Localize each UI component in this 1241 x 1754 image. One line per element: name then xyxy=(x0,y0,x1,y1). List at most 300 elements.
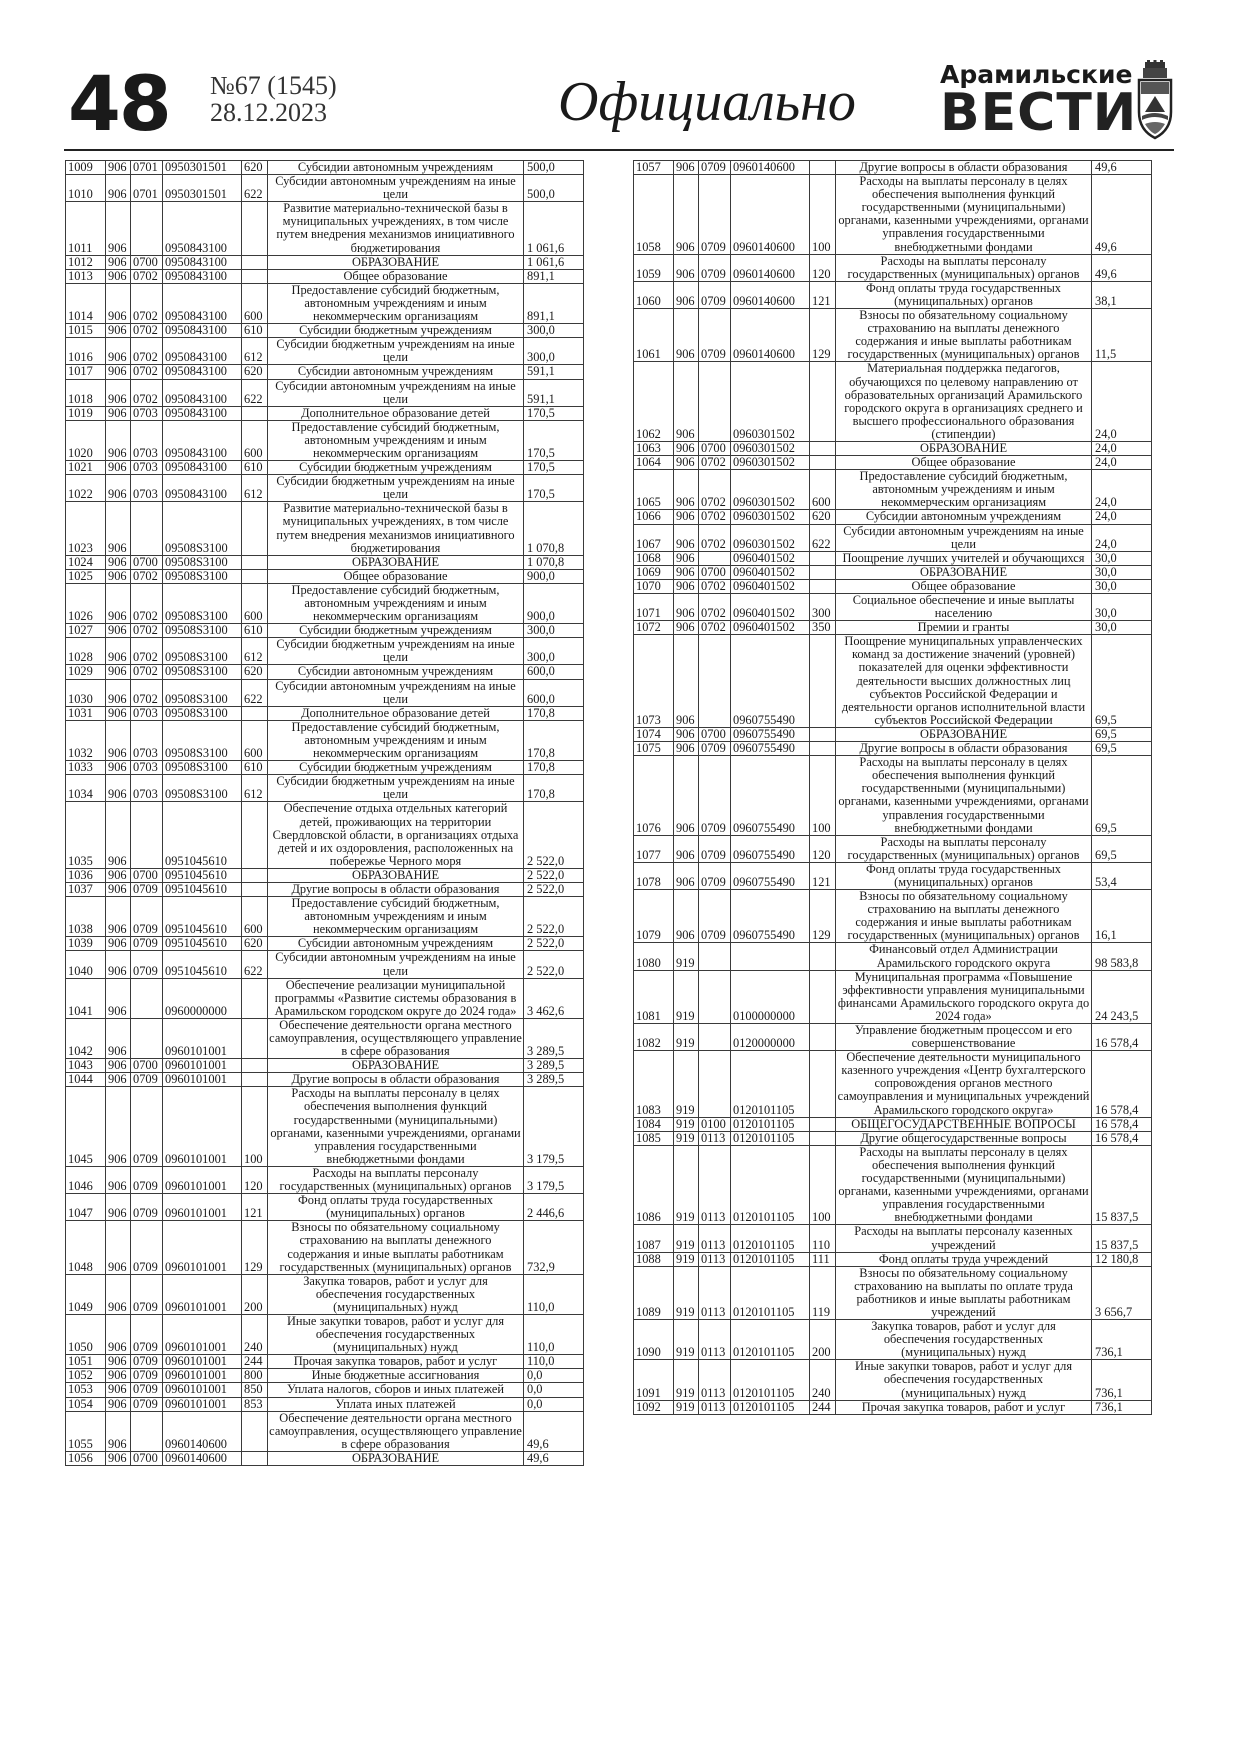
table-row xyxy=(66,761,584,775)
row-number-cell: 1049 xyxy=(66,1274,106,1314)
expense-type-code-cell xyxy=(242,255,268,269)
ministry-code-cell: 906 xyxy=(674,890,699,943)
table-row xyxy=(634,742,1152,756)
section-code-cell: 0700 xyxy=(131,1059,163,1073)
amount-cell: 170,5 xyxy=(524,475,584,502)
amount-cell: 736,1 xyxy=(1092,1320,1152,1360)
row-number-cell: 1060 xyxy=(634,281,674,308)
row-number-cell: 1029 xyxy=(66,665,106,679)
item-name-cell: Другие вопросы в области образования xyxy=(268,1073,524,1087)
target-article-code-cell: 0960140600 xyxy=(163,1451,242,1465)
row-number-cell: 1071 xyxy=(634,594,674,621)
section-code-cell xyxy=(699,635,731,728)
table-row xyxy=(66,502,584,555)
table-row xyxy=(66,475,584,502)
section-code-cell: 0709 xyxy=(131,1383,163,1397)
ministry-code-cell: 906 xyxy=(106,1369,131,1383)
expense-type-code-cell: 600 xyxy=(242,283,268,323)
item-name-cell: Премии и гранты xyxy=(836,621,1092,635)
item-name-cell: Расходы на выплаты персоналу государственных (муниципальных) органов xyxy=(268,1166,524,1193)
section-code-cell: 0709 xyxy=(131,882,163,896)
section-code-cell: 0703 xyxy=(131,406,163,420)
table-row xyxy=(634,635,1152,728)
table-row xyxy=(66,1194,584,1221)
expense-type-code-cell: 600 xyxy=(242,897,268,937)
section-code-cell: 0702 xyxy=(131,283,163,323)
row-number-cell: 1044 xyxy=(66,1073,106,1087)
row-number-cell: 1047 xyxy=(66,1194,106,1221)
row-number-cell: 1015 xyxy=(66,324,106,338)
table-row xyxy=(66,1397,584,1411)
row-number-cell: 1030 xyxy=(66,679,106,706)
row-number-cell: 1043 xyxy=(66,1059,106,1073)
table-row xyxy=(66,175,584,202)
amount-cell: 900,0 xyxy=(524,569,584,583)
target-article-code-cell: 0120101105 xyxy=(731,1320,810,1360)
target-article-code-cell: 09508S3100 xyxy=(163,775,242,802)
issue-number: №67 (1545) xyxy=(210,71,337,100)
item-name-cell: Социальное обеспечение и иные выплаты населению xyxy=(836,594,1092,621)
row-number-cell: 1048 xyxy=(66,1221,106,1274)
expense-type-code-cell xyxy=(242,1451,268,1465)
amount-cell: 49,6 xyxy=(524,1411,584,1451)
amount-cell: 15 837,5 xyxy=(1092,1225,1152,1252)
target-article-code-cell: 0960755490 xyxy=(731,862,810,889)
expense-type-code-cell: 200 xyxy=(810,1320,836,1360)
item-name-cell: Управление бюджетным процессом и его совершенствование xyxy=(836,1024,1092,1051)
row-number-cell: 1078 xyxy=(634,862,674,889)
item-name-cell: Общее образование xyxy=(268,269,524,283)
table-row xyxy=(66,720,584,760)
item-name-cell: Субсидии автономным учреждениям на иные цели xyxy=(836,524,1092,551)
section-code-cell: 0702 xyxy=(131,679,163,706)
row-number-cell: 1031 xyxy=(66,706,106,720)
target-article-code-cell: 0100000000 xyxy=(731,970,810,1023)
row-number-cell: 1081 xyxy=(634,970,674,1023)
table-row xyxy=(634,175,1152,255)
section-code-cell: 0702 xyxy=(131,583,163,623)
expense-type-code-cell xyxy=(810,441,836,455)
target-article-code-cell: 0960101001 xyxy=(163,1314,242,1354)
section-code-cell: 0703 xyxy=(131,720,163,760)
row-number-cell: 1024 xyxy=(66,555,106,569)
expense-type-code-cell xyxy=(242,569,268,583)
expense-type-code-cell xyxy=(810,1024,836,1051)
amount-cell: 69,5 xyxy=(1092,835,1152,862)
table-row xyxy=(634,727,1152,741)
item-name-cell: Субсидии автономным учреждениям xyxy=(268,365,524,379)
issue-info xyxy=(210,72,337,126)
item-name-cell: Взносы по обязательному социальному страхованию на выплаты денежного содержания и иные выплаты работникам государственных (муниципальных) органов xyxy=(836,890,1092,943)
target-article-code-cell: 0960401502 xyxy=(731,579,810,593)
item-name-cell: Субсидии бюджетным учреждениям xyxy=(268,324,524,338)
expense-type-code-cell: 620 xyxy=(242,365,268,379)
expense-type-code-cell: 120 xyxy=(810,835,836,862)
amount-cell: 69,5 xyxy=(1092,727,1152,741)
row-number-cell: 1080 xyxy=(634,943,674,970)
brand-name-main: ВЕСТИ xyxy=(940,83,1138,143)
amount-cell: 11,5 xyxy=(1092,309,1152,362)
expense-type-code-cell: 129 xyxy=(810,309,836,362)
expense-type-code-cell: 610 xyxy=(242,324,268,338)
ministry-code-cell: 906 xyxy=(106,569,131,583)
expense-type-code-cell: 100 xyxy=(242,1087,268,1167)
ministry-code-cell: 919 xyxy=(674,1400,699,1414)
section-code-cell: 0702 xyxy=(699,594,731,621)
expense-type-code-cell xyxy=(810,1131,836,1145)
row-number-cell: 1020 xyxy=(66,420,106,460)
row-number-cell: 1019 xyxy=(66,406,106,420)
amount-cell: 170,8 xyxy=(524,720,584,760)
table-row xyxy=(66,365,584,379)
expense-type-code-cell: 620 xyxy=(242,665,268,679)
table-row xyxy=(634,161,1152,175)
target-article-code-cell: 0950843100 xyxy=(163,269,242,283)
table-row xyxy=(634,1360,1152,1400)
target-article-code-cell: 0960140600 xyxy=(731,254,810,281)
budget-table-right xyxy=(633,160,1152,1415)
table-row xyxy=(66,420,584,460)
item-name-cell: Расходы на выплаты персоналу в целях обеспечения выполнения функций государственными (муниципальными) органами, казенными учреждениями, органами управления государственными внебюджетными фондами xyxy=(836,175,1092,255)
target-article-code-cell: 09508S3100 xyxy=(163,679,242,706)
item-name-cell: ОБРАЗОВАНИЕ xyxy=(836,565,1092,579)
row-number-cell: 1028 xyxy=(66,638,106,665)
ministry-code-cell: 906 xyxy=(106,978,131,1018)
amount-cell: 3 179,5 xyxy=(524,1087,584,1167)
item-name-cell: Субсидии бюджетным учреждениям xyxy=(268,761,524,775)
row-number-cell: 1027 xyxy=(66,624,106,638)
item-name-cell: Субсидии бюджетным учреждениям xyxy=(268,624,524,638)
section-code-cell: 0702 xyxy=(699,621,731,635)
item-name-cell: Субсидии автономным учреждениям на иные цели xyxy=(268,951,524,978)
table-row xyxy=(66,202,584,255)
target-article-code-cell: 0950843100 xyxy=(163,365,242,379)
ministry-code-cell: 906 xyxy=(674,551,699,565)
ministry-code-cell: 906 xyxy=(674,510,699,524)
item-name-cell: Закупка товаров, работ и услуг для обеспечения государственных (муниципальных) нужд xyxy=(836,1320,1092,1360)
row-number-cell: 1040 xyxy=(66,951,106,978)
amount-cell: 30,0 xyxy=(1092,551,1152,565)
row-number-cell: 1066 xyxy=(634,510,674,524)
target-article-code-cell: 0960101001 xyxy=(163,1194,242,1221)
item-name-cell: Муниципальная программа «Повышение эффективности управления муниципальными финансами Арамильского городского округа до 2024 года» xyxy=(836,970,1092,1023)
target-article-code-cell: 0951045610 xyxy=(163,882,242,896)
row-number-cell: 1009 xyxy=(66,161,106,175)
section-code-cell: 0702 xyxy=(131,324,163,338)
row-number-cell: 1087 xyxy=(634,1225,674,1252)
amount-cell: 1 061,6 xyxy=(524,255,584,269)
item-name-cell: Общее образование xyxy=(836,456,1092,470)
item-name-cell: Закупка товаров, работ и услуг для обеспечения государственных (муниципальных) нужд xyxy=(268,1274,524,1314)
item-name-cell: ОБРАЗОВАНИЕ xyxy=(268,255,524,269)
row-number-cell: 1010 xyxy=(66,175,106,202)
ministry-code-cell: 906 xyxy=(106,1059,131,1073)
section-code-cell: 0709 xyxy=(131,1221,163,1274)
table-row xyxy=(634,565,1152,579)
expense-type-code-cell: 610 xyxy=(242,624,268,638)
expense-type-code-cell: 600 xyxy=(810,470,836,510)
ministry-code-cell: 906 xyxy=(106,255,131,269)
row-number-cell: 1026 xyxy=(66,583,106,623)
target-article-code-cell: 0951045610 xyxy=(163,802,242,868)
ministry-code-cell: 919 xyxy=(674,1024,699,1051)
table-row xyxy=(634,362,1152,442)
section-code-cell xyxy=(699,362,731,442)
target-article-code-cell: 0960301502 xyxy=(731,456,810,470)
target-article-code-cell: 0960755490 xyxy=(731,835,810,862)
target-article-code-cell: 0960301502 xyxy=(731,470,810,510)
section-code-cell: 0709 xyxy=(699,254,731,281)
table-row xyxy=(634,594,1152,621)
target-article-code-cell: 0950843100 xyxy=(163,379,242,406)
expense-type-code-cell: 129 xyxy=(242,1221,268,1274)
row-number-cell: 1091 xyxy=(634,1360,674,1400)
item-name-cell: Прочая закупка товаров, работ и услуг xyxy=(268,1355,524,1369)
section-code-cell: 0701 xyxy=(131,175,163,202)
section-code-cell: 0113 xyxy=(699,1320,731,1360)
ministry-code-cell: 906 xyxy=(106,365,131,379)
ministry-code-cell: 906 xyxy=(106,1314,131,1354)
row-number-cell: 1025 xyxy=(66,569,106,583)
ministry-code-cell: 906 xyxy=(674,579,699,593)
expense-type-code-cell xyxy=(810,635,836,728)
amount-cell: 736,1 xyxy=(1092,1360,1152,1400)
row-number-cell: 1077 xyxy=(634,835,674,862)
section-code-cell: 0700 xyxy=(131,555,163,569)
table-row xyxy=(634,1320,1152,1360)
ministry-code-cell: 906 xyxy=(106,665,131,679)
target-article-code-cell: 0950843100 xyxy=(163,475,242,502)
ministry-code-cell: 906 xyxy=(674,835,699,862)
table-row xyxy=(634,890,1152,943)
ministry-code-cell: 919 xyxy=(674,1131,699,1145)
item-name-cell: Субсидии автономным учреждениям xyxy=(836,510,1092,524)
ministry-code-cell: 906 xyxy=(674,441,699,455)
table-row xyxy=(66,624,584,638)
item-name-cell: Иные бюджетные ассигнования xyxy=(268,1369,524,1383)
amount-cell: 2 522,0 xyxy=(524,897,584,937)
section-code-cell: 0703 xyxy=(131,706,163,720)
section-code-cell: 0709 xyxy=(699,835,731,862)
row-number-cell: 1021 xyxy=(66,461,106,475)
table-row xyxy=(66,1411,584,1451)
table-row xyxy=(634,756,1152,836)
item-name-cell: Дополнительное образование детей xyxy=(268,406,524,420)
amount-cell: 49,6 xyxy=(1092,161,1152,175)
expense-type-code-cell xyxy=(242,868,268,882)
ministry-code-cell: 906 xyxy=(106,161,131,175)
expense-type-code-cell: 240 xyxy=(242,1314,268,1354)
ministry-code-cell: 919 xyxy=(674,1252,699,1266)
row-number-cell: 1072 xyxy=(634,621,674,635)
row-number-cell: 1090 xyxy=(634,1320,674,1360)
table-row xyxy=(634,579,1152,593)
row-number-cell: 1053 xyxy=(66,1383,106,1397)
table-row xyxy=(66,1369,584,1383)
target-article-code-cell: 0960101001 xyxy=(163,1397,242,1411)
expense-type-code-cell xyxy=(810,1051,836,1117)
row-number-cell: 1082 xyxy=(634,1024,674,1051)
amount-cell: 15 837,5 xyxy=(1092,1145,1152,1225)
item-name-cell: Развитие материально-технической базы в муниципальных учреждениях, в том числе путем внедрения механизмов инициативного бюджетирования xyxy=(268,502,524,555)
target-article-code-cell: 09508S3100 xyxy=(163,761,242,775)
row-number-cell: 1063 xyxy=(634,441,674,455)
target-article-code-cell: 09508S3100 xyxy=(163,569,242,583)
item-name-cell: Фонд оплаты труда учреждений xyxy=(836,1252,1092,1266)
table-row xyxy=(66,324,584,338)
expense-type-code-cell: 850 xyxy=(242,1383,268,1397)
target-article-code-cell: 0960401502 xyxy=(731,621,810,635)
amount-cell: 600,0 xyxy=(524,665,584,679)
item-name-cell: Субсидии автономным учреждениям на иные цели xyxy=(268,379,524,406)
row-number-cell: 1035 xyxy=(66,802,106,868)
item-name-cell: Уплата налогов, сборов и иных платежей xyxy=(268,1383,524,1397)
section-code-cell xyxy=(699,1024,731,1051)
target-article-code-cell: 0950301501 xyxy=(163,161,242,175)
amount-cell: 49,6 xyxy=(1092,254,1152,281)
ministry-code-cell: 906 xyxy=(106,1087,131,1167)
ministry-code-cell: 906 xyxy=(106,406,131,420)
amount-cell: 1 061,6 xyxy=(524,202,584,255)
amount-cell: 24,0 xyxy=(1092,362,1152,442)
section-code-cell: 0113 xyxy=(699,1225,731,1252)
expense-type-code-cell xyxy=(242,502,268,555)
row-number-cell: 1022 xyxy=(66,475,106,502)
amount-cell: 16 578,4 xyxy=(1092,1117,1152,1131)
table-row xyxy=(634,1252,1152,1266)
ministry-code-cell: 906 xyxy=(674,161,699,175)
target-article-code-cell: 0960755490 xyxy=(731,756,810,836)
ministry-code-cell: 906 xyxy=(106,1397,131,1411)
table-row xyxy=(634,621,1152,635)
table-row xyxy=(66,555,584,569)
item-name-cell: Другие вопросы в области образования xyxy=(268,882,524,896)
ministry-code-cell: 906 xyxy=(106,638,131,665)
expense-type-code-cell: 600 xyxy=(242,583,268,623)
target-article-code-cell: 0960101001 xyxy=(163,1166,242,1193)
target-article-code-cell: 0960101001 xyxy=(163,1221,242,1274)
ministry-code-cell: 906 xyxy=(106,269,131,283)
ministry-code-cell: 906 xyxy=(674,742,699,756)
section-code-cell: 0700 xyxy=(699,441,731,455)
target-article-code-cell: 09508S3100 xyxy=(163,706,242,720)
section-code-cell: 0113 xyxy=(699,1131,731,1145)
item-name-cell: Другие вопросы в области образования xyxy=(836,161,1092,175)
section-code-cell: 0703 xyxy=(131,775,163,802)
section-code-cell: 0703 xyxy=(131,461,163,475)
target-article-code-cell: 0120000000 xyxy=(731,1024,810,1051)
section-code-cell xyxy=(699,970,731,1023)
section-code-cell: 0703 xyxy=(131,761,163,775)
target-article-code-cell: 09508S3100 xyxy=(163,720,242,760)
section-code-cell: 0709 xyxy=(699,281,731,308)
section-code-cell: 0702 xyxy=(699,470,731,510)
target-article-code-cell: 0960101001 xyxy=(163,1369,242,1383)
ministry-code-cell: 919 xyxy=(674,1360,699,1400)
section-code-cell: 0113 xyxy=(699,1145,731,1225)
expense-type-code-cell: 129 xyxy=(810,890,836,943)
row-number-cell: 1059 xyxy=(634,254,674,281)
table-row xyxy=(634,281,1152,308)
expense-type-code-cell: 200 xyxy=(242,1274,268,1314)
table-row xyxy=(634,551,1152,565)
section-code-cell: 0113 xyxy=(699,1400,731,1414)
page-number: 48 xyxy=(68,59,170,148)
section-code-cell xyxy=(131,1018,163,1058)
expense-type-code-cell xyxy=(810,943,836,970)
row-number-cell: 1033 xyxy=(66,761,106,775)
expense-type-code-cell: 620 xyxy=(242,937,268,951)
ministry-code-cell: 919 xyxy=(674,1145,699,1225)
target-article-code-cell: 0960000000 xyxy=(163,978,242,1018)
table-row xyxy=(634,1145,1152,1225)
section-code-cell: 0702 xyxy=(699,579,731,593)
item-name-cell: ОБРАЗОВАНИЕ xyxy=(268,868,524,882)
row-number-cell: 1016 xyxy=(66,338,106,365)
expense-type-code-cell: 612 xyxy=(242,338,268,365)
item-name-cell: Расходы на выплаты персоналу казенных учреждений xyxy=(836,1225,1092,1252)
row-number-cell: 1065 xyxy=(634,470,674,510)
item-name-cell: Предоставление субсидий бюджетным, автономным учреждениям и иным некоммерческим организациям xyxy=(268,897,524,937)
expense-type-code-cell: 120 xyxy=(242,1166,268,1193)
item-name-cell: Расходы на выплаты персоналу государственных (муниципальных) органов xyxy=(836,835,1092,862)
expense-type-code-cell xyxy=(810,456,836,470)
amount-cell: 49,6 xyxy=(1092,175,1152,255)
amount-cell: 0,0 xyxy=(524,1369,584,1383)
row-number-cell: 1061 xyxy=(634,309,674,362)
item-name-cell: Финансовый отдел Администрации Арамильского городского округа xyxy=(836,943,1092,970)
expense-type-code-cell: 600 xyxy=(242,420,268,460)
expense-type-code-cell xyxy=(810,970,836,1023)
amount-cell: 891,1 xyxy=(524,283,584,323)
section-code-cell: 0703 xyxy=(131,475,163,502)
amount-cell: 98 583,8 xyxy=(1092,943,1152,970)
row-number-cell: 1058 xyxy=(634,175,674,255)
table-row xyxy=(634,862,1152,889)
section-code-cell: 0709 xyxy=(131,1073,163,1087)
target-article-code-cell: 0950843100 xyxy=(163,420,242,460)
item-name-cell: Другие вопросы в области образования xyxy=(836,742,1092,756)
ministry-code-cell: 906 xyxy=(106,761,131,775)
table-row xyxy=(66,1274,584,1314)
ministry-code-cell: 906 xyxy=(106,555,131,569)
section-code-cell: 0703 xyxy=(131,420,163,460)
section-code-cell: 0113 xyxy=(699,1252,731,1266)
target-article-code-cell: 0960301502 xyxy=(731,441,810,455)
item-name-cell: Поощрение муниципальных управленческих команд за достижение значений (уровней) показателей для оценки эффективности деятельности высших должностных лиц субъектов Российской Федерации и деятельности органов исполнительной власти субъектов Российской Федерации xyxy=(836,635,1092,728)
expense-type-code-cell xyxy=(242,802,268,868)
target-article-code-cell: 0120101105 xyxy=(731,1131,810,1145)
ministry-code-cell: 906 xyxy=(106,1073,131,1087)
section-code-cell: 0709 xyxy=(699,175,731,255)
item-name-cell: Взносы по обязательному социальному страхованию на выплаты денежного содержания и иные выплаты работникам государственных (муниципальных) органов xyxy=(268,1221,524,1274)
row-number-cell: 1088 xyxy=(634,1252,674,1266)
ministry-code-cell: 906 xyxy=(106,951,131,978)
row-number-cell: 1046 xyxy=(66,1166,106,1193)
amount-cell: 16 578,4 xyxy=(1092,1131,1152,1145)
expense-type-code-cell xyxy=(810,161,836,175)
amount-cell: 2 522,0 xyxy=(524,802,584,868)
ministry-code-cell: 906 xyxy=(674,621,699,635)
ministry-code-cell: 906 xyxy=(674,362,699,442)
amount-cell: 24,0 xyxy=(1092,470,1152,510)
ministry-code-cell: 906 xyxy=(674,175,699,255)
row-number-cell: 1039 xyxy=(66,937,106,951)
table-row xyxy=(66,665,584,679)
row-number-cell: 1062 xyxy=(634,362,674,442)
amount-cell: 24,0 xyxy=(1092,456,1152,470)
section-code-cell: 0702 xyxy=(699,510,731,524)
